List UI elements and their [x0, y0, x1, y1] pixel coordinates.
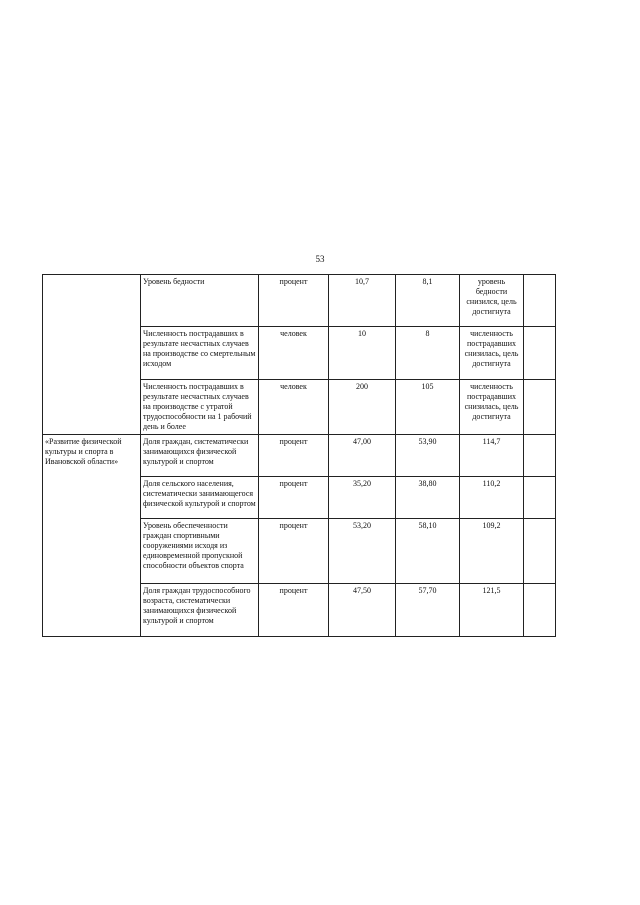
fact-cell: 105	[396, 380, 460, 435]
plan-cell: 47,50	[329, 584, 396, 637]
plan-cell: 47,00	[329, 435, 396, 477]
indicator-cell: Доля сельского населения, систематически занимающегося физической культурой и спортом	[141, 477, 259, 519]
unit-cell: человек	[259, 380, 329, 435]
indicator-cell: Численность пострадавших в результате несчастных случаев на производстве с утратой трудоспособности на 1 рабочий день и более	[141, 380, 259, 435]
unit-cell: процент	[259, 435, 329, 477]
fact-cell: 58,10	[396, 519, 460, 584]
plan-cell: 200	[329, 380, 396, 435]
plan-cell: 10	[329, 327, 396, 380]
indicator-cell: Уровень обеспеченности граждан спортивными сооружениями исходя из единовременной пропускной способности объектов спорта	[141, 519, 259, 584]
note-cell	[524, 380, 556, 435]
result-cell: 110,2	[460, 477, 524, 519]
fact-cell: 8	[396, 327, 460, 380]
unit-cell: процент	[259, 275, 329, 327]
result-cell: 114,7	[460, 435, 524, 477]
note-cell	[524, 275, 556, 327]
unit-cell: процент	[259, 584, 329, 637]
result-cell: уровень бедности снизился, цель достигнута	[460, 275, 524, 327]
unit-cell: человек	[259, 327, 329, 380]
table-row	[43, 435, 556, 477]
note-cell	[524, 519, 556, 584]
fact-cell: 57,70	[396, 584, 460, 637]
program-name: «Развитие физической культуры и спорта в Ивановской области»	[45, 437, 122, 466]
indicator-cell: Численность пострадавших в результате несчастных случаев на производстве со смертельным исходом	[141, 327, 259, 380]
note-cell	[524, 435, 556, 477]
program-cell	[43, 275, 141, 435]
indicator-cell: Уровень бедности	[141, 275, 259, 327]
unit-cell: процент	[259, 519, 329, 584]
fact-cell: 38,80	[396, 477, 460, 519]
page-number: 53	[315, 254, 325, 264]
result-cell: 121,5	[460, 584, 524, 637]
result-cell: численность пострадавших снизилась, цель достигнута	[460, 327, 524, 380]
result-cell: 109,2	[460, 519, 524, 584]
program-cell	[43, 435, 141, 637]
indicators-table	[42, 274, 556, 637]
note-cell	[524, 584, 556, 637]
result-cell: численность пострадавших снизилась, цель достигнута	[460, 380, 524, 435]
unit-cell: процент	[259, 477, 329, 519]
fact-cell: 8,1	[396, 275, 460, 327]
table-row	[43, 275, 556, 327]
note-cell	[524, 327, 556, 380]
indicator-cell: Доля граждан, систематически занимающихся физической культурой и спортом	[141, 435, 259, 477]
plan-cell: 35,20	[329, 477, 396, 519]
fact-cell: 53,90	[396, 435, 460, 477]
plan-cell: 53,20	[329, 519, 396, 584]
plan-cell: 10,7	[329, 275, 396, 327]
note-cell	[524, 477, 556, 519]
indicator-cell: Доля граждан трудоспособного возраста, систематически занимающихся физической культурой и спортом	[141, 584, 259, 637]
